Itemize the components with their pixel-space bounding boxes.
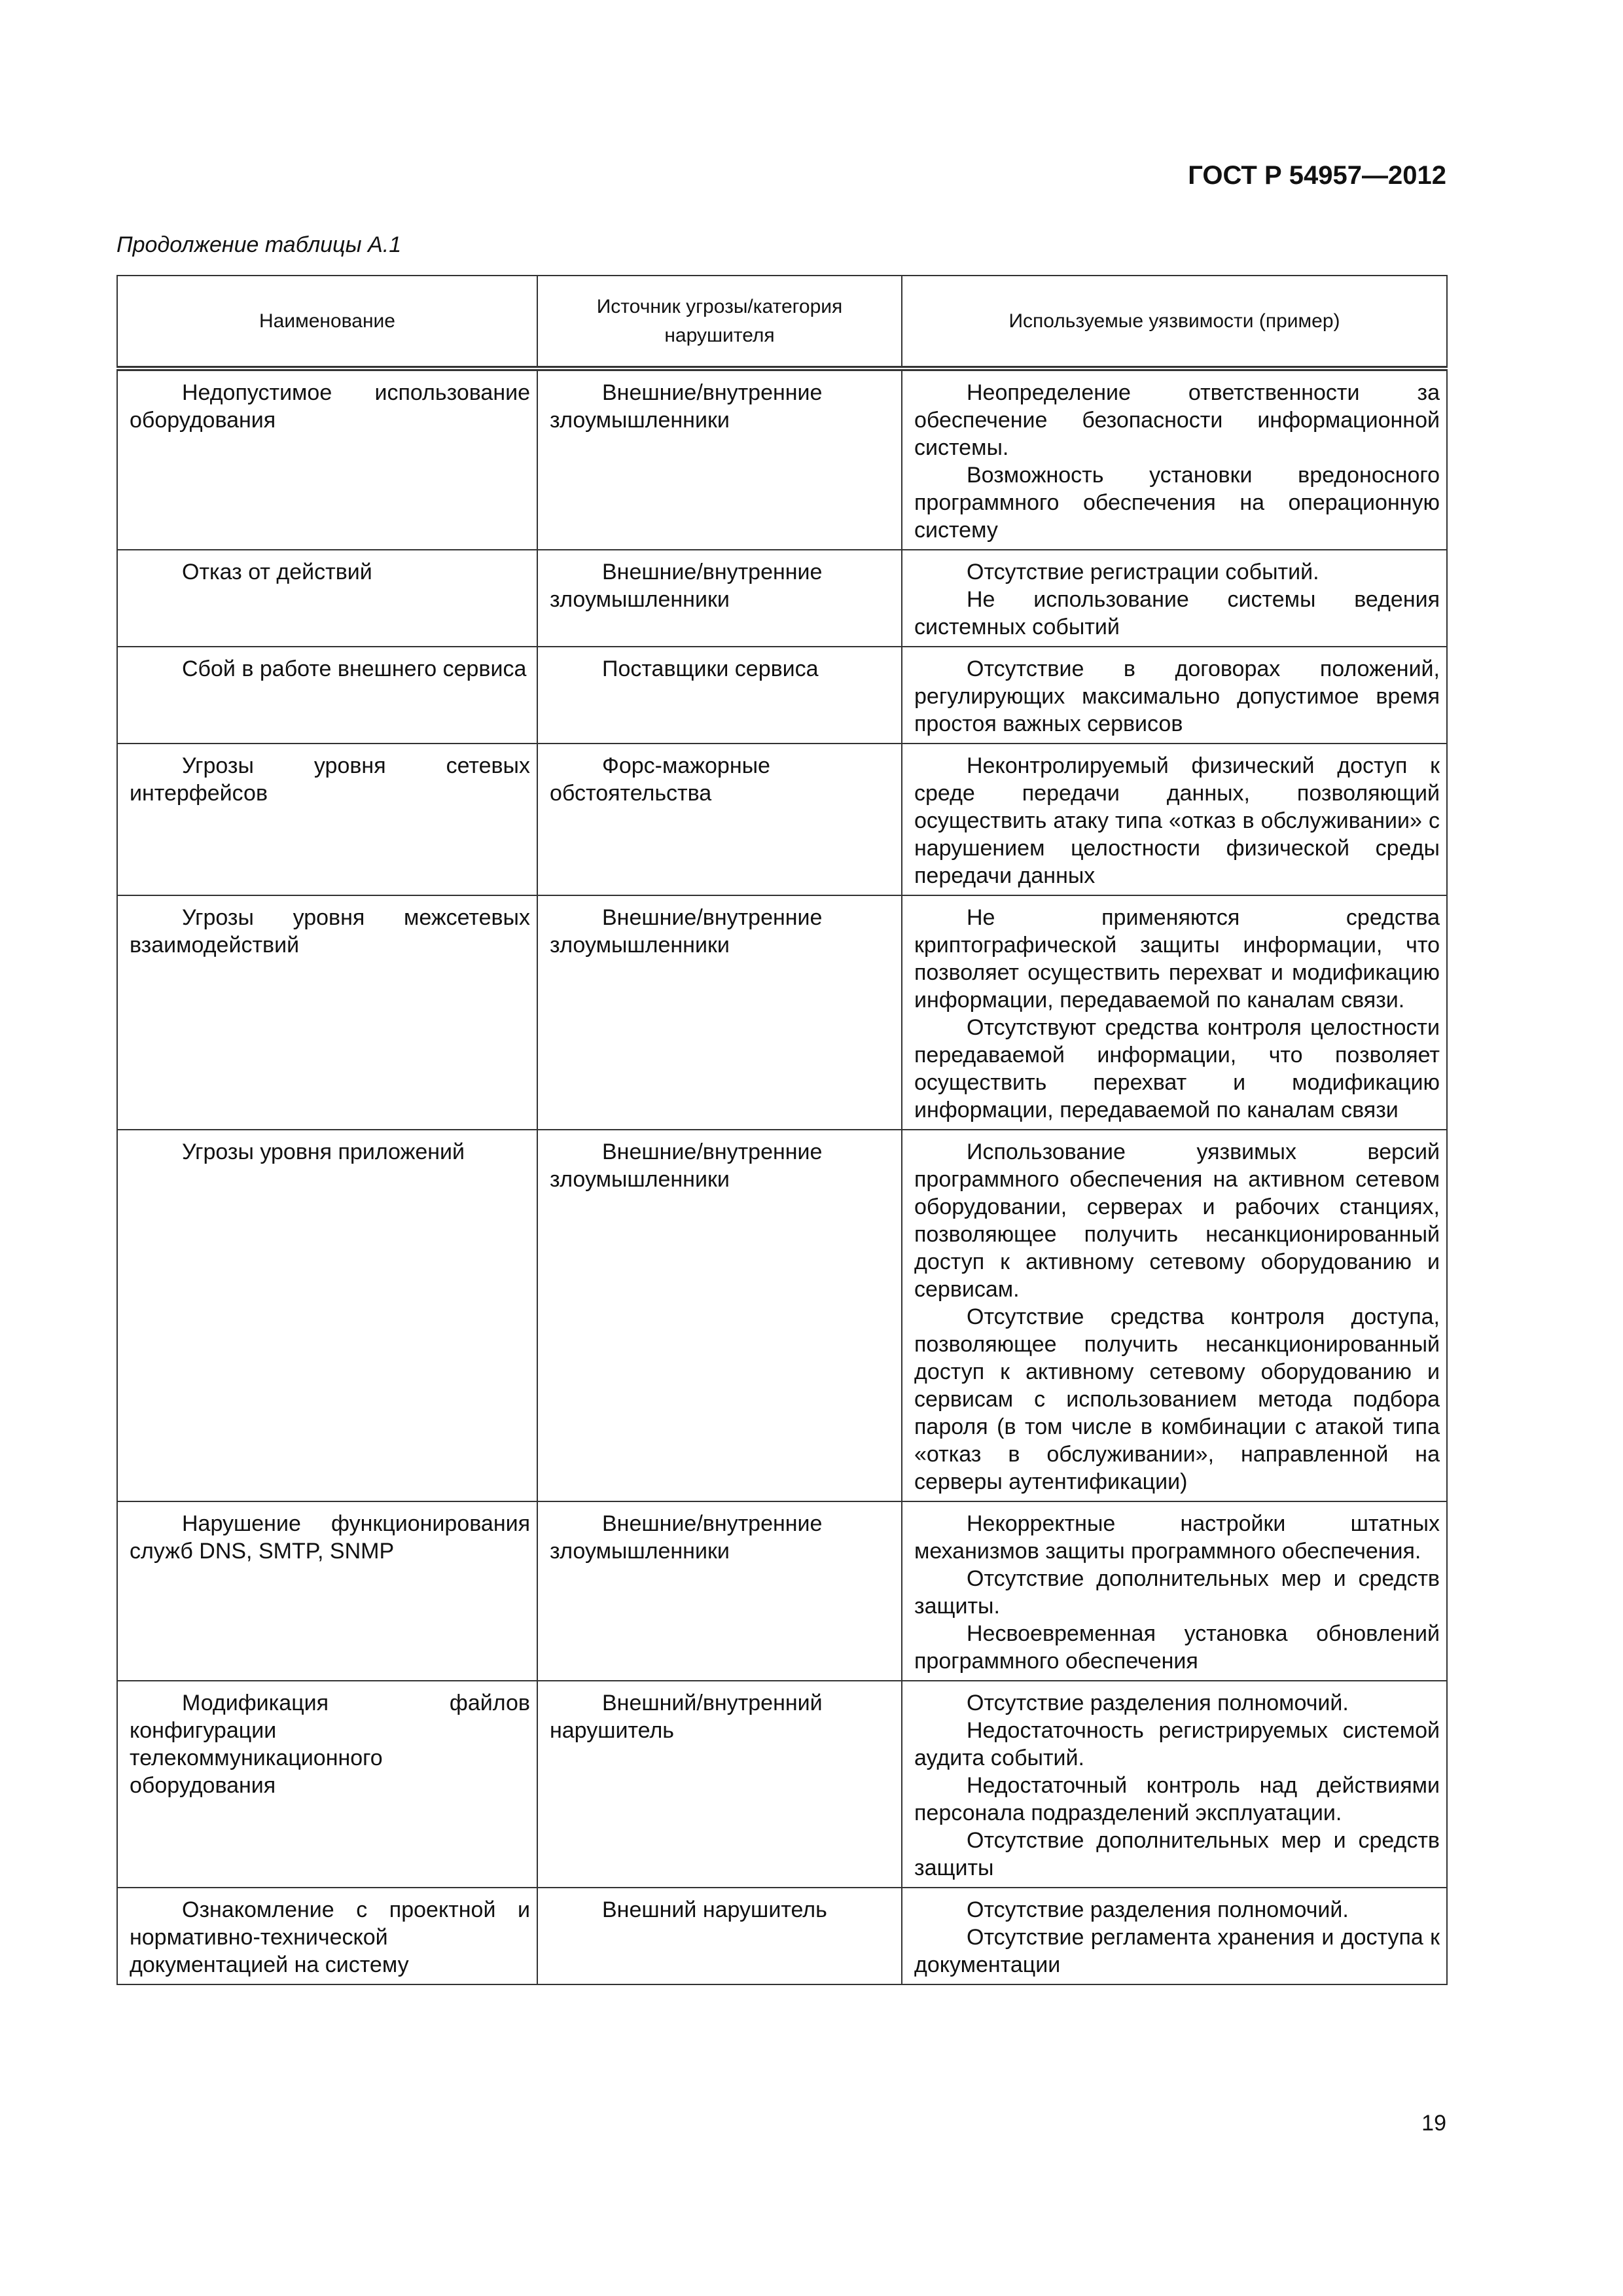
vulnerabilities-cell <box>902 647 1447 744</box>
threat-source: Внешние/внутренние злоумышленники <box>550 560 823 612</box>
vulnerability-item: Некорректные настройки штатных механизмов защиты программного обеспечения. <box>914 1511 1440 1564</box>
table-body <box>117 368 1447 1984</box>
vulnerability-item: Отсутствие в договорах положений, регулирующих максимально допустимое время простоя важных сервисов <box>914 656 1440 736</box>
threat-name-cell <box>117 647 537 744</box>
threat-source: Внешние/внутренние злоумышленники <box>550 1139 823 1192</box>
threat-name: Нарушение функционирования служб DNS, SMTP, SNMP <box>130 1511 530 1564</box>
table-row <box>117 1501 1447 1681</box>
column-header-source: Источник угрозы/категория нарушителя <box>537 276 902 368</box>
threat-name-cell <box>117 1888 537 1984</box>
table-row <box>117 1888 1447 1984</box>
document-number: ГОСТ Р 54957—2012 <box>1188 161 1446 190</box>
vulnerability-item: Не применяются средства криптографической защиты информации, что позволяет осуществить перехват и модификацию информации, передаваемой по каналам связи. <box>914 905 1440 1013</box>
threat-source-cell <box>537 895 902 1130</box>
threat-source-cell <box>537 1501 902 1681</box>
vulnerability-item: Отсутствие дополнительных мер и средств защиты. <box>914 1566 1440 1619</box>
threat-name-cell <box>117 1681 537 1888</box>
threat-source: Внешний нарушитель <box>602 1897 827 1922</box>
page-number: 19 <box>1421 2111 1446 2136</box>
threat-source-cell <box>537 744 902 895</box>
threat-name: Недопустимое использование оборудования <box>130 380 530 433</box>
vulnerabilities-cell <box>902 895 1447 1130</box>
vulnerability-item: Отсутствие средства контроля доступа, позволяющее получить несанкционированный доступ к активному сетевому оборудованию и сервисам с использованием метода подбора пароля (в том числе в комбинации с атакой типа «отказ в обслуживании», направленной на серверы аутентификации) <box>914 1304 1440 1494</box>
threat-source-cell <box>537 368 902 550</box>
threat-name: Сбой в работе внешнего сервиса <box>182 656 527 681</box>
vulnerabilities-cell <box>902 1130 1447 1501</box>
vulnerabilities-cell <box>902 550 1447 647</box>
threat-source: Внешние/внутренние злоумышленники <box>550 1511 823 1564</box>
threats-table <box>116 275 1448 1985</box>
threat-source: Внешние/внутренние злоумышленники <box>550 905 823 958</box>
table-caption: Продолжение таблицы А.1 <box>116 232 402 257</box>
vulnerability-item: Неопределение ответственности за обеспечение безопасности информационной системы. <box>914 380 1440 460</box>
column-header-vulnerabilities: Используемые уязвимости (пример) <box>902 276 1447 368</box>
threat-source: Внешние/внутренние злоумышленники <box>550 380 823 433</box>
vulnerability-item: Возможность установки вредоносного программного обеспечения на операционную систему <box>914 463 1440 543</box>
vulnerability-item: Отсутствие дополнительных мер и средств защиты <box>914 1828 1440 1880</box>
vulnerability-item: Несвоевременная установка обновлений программного обеспечения <box>914 1621 1440 1674</box>
vulnerability-item: Отсутствие разделения полномочий. <box>967 1691 1349 1715</box>
vulnerabilities-cell <box>902 1888 1447 1984</box>
threat-name-cell <box>117 1501 537 1681</box>
threat-source: Поставщики сервиса <box>602 656 819 681</box>
threat-name: Отказ от действий <box>182 560 372 584</box>
table-row <box>117 744 1447 895</box>
table-row <box>117 895 1447 1130</box>
vulnerability-item: Недостаточный контроль над действиями персонала подразделений эксплуатации. <box>914 1773 1440 1825</box>
threat-name-cell <box>117 368 537 550</box>
threat-name-cell <box>117 895 537 1130</box>
table-row <box>117 368 1447 550</box>
vulnerabilities-cell <box>902 1681 1447 1888</box>
threat-name: Ознакомление с проектной и нормативно-технической документацией на систему <box>130 1897 530 1977</box>
vulnerability-item: Отсутствие регламента хранения и доступа к документации <box>914 1925 1440 1977</box>
vulnerability-item: Не использование системы ведения системных событий <box>914 587 1440 639</box>
table-row <box>117 550 1447 647</box>
threat-source-cell <box>537 1681 902 1888</box>
threat-name: Угрозы уровня сетевых интерфейсов <box>130 753 530 806</box>
column-header-name: Наименование <box>117 276 537 368</box>
table-header-row <box>117 276 1447 368</box>
vulnerability-item: Отсутствие регистрации событий. <box>967 560 1319 584</box>
threat-name: Модификация файлов конфигурации телекоммуникационного оборудования <box>130 1691 530 1798</box>
threat-source-cell <box>537 1888 902 1984</box>
vulnerabilities-cell <box>902 744 1447 895</box>
table-row <box>117 1130 1447 1501</box>
threat-name: Угрозы уровня приложений <box>182 1139 465 1164</box>
vulnerability-item: Неконтролируемый физический доступ к среде передачи данных, позволяющий осуществить атаку типа «отказ в обслуживании» с нарушением целостности физической среды передачи данных <box>914 753 1440 888</box>
threat-name-cell <box>117 1130 537 1501</box>
threat-source-cell <box>537 647 902 744</box>
threat-name-cell <box>117 744 537 895</box>
threat-source: Внешний/внутренний нарушитель <box>550 1691 823 1743</box>
table-row <box>117 1681 1447 1888</box>
threat-name: Угрозы уровня межсетевых взаимодействий <box>130 905 530 958</box>
table-row <box>117 647 1447 744</box>
vulnerabilities-cell <box>902 1501 1447 1681</box>
threat-source-cell <box>537 550 902 647</box>
vulnerability-item: Использование уязвимых версий программного обеспечения на активном сетевом оборудовании, серверах и рабочих станциях, позволяющее получить несанкционированный доступ к активному сетевому оборудованию и сервисам. <box>914 1139 1440 1302</box>
vulnerability-item: Отсутствие разделения полномочий. <box>967 1897 1349 1922</box>
vulnerabilities-cell <box>902 368 1447 550</box>
vulnerability-item: Недостаточность регистрируемых системой аудита событий. <box>914 1718 1440 1770</box>
threat-source-cell <box>537 1130 902 1501</box>
threat-source: Форс-мажорные обстоятельства <box>550 753 770 806</box>
vulnerability-item: Отсутствуют средства контроля целостности передаваемой информации, что позволяет осуществить перехват и модификацию информации, передаваемой по каналам связи <box>914 1015 1440 1122</box>
threat-name-cell <box>117 550 537 647</box>
